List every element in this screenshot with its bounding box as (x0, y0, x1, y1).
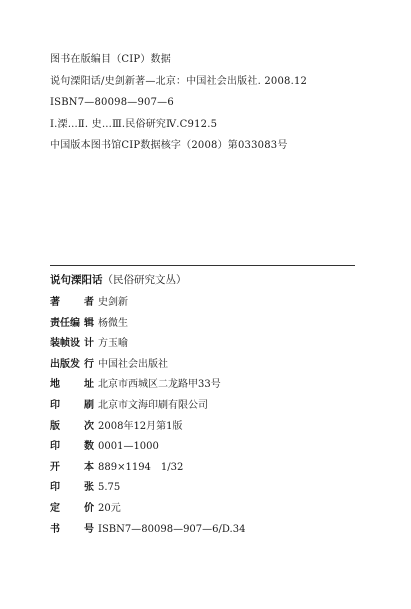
info-row-designer (50, 334, 390, 355)
cip-record-number: 中国版本图书馆CIP数据核字（2008）第033083号 (50, 140, 288, 151)
info-value: 方玉喻 (98, 338, 128, 350)
info-value: 杨微生 (98, 317, 128, 329)
info-row-address (50, 375, 390, 396)
cip-block (50, 49, 390, 157)
info-row-format (50, 458, 390, 479)
info-label: 著 者 (50, 297, 94, 308)
cip-isbn: ISBN7—80098—907—6 (50, 97, 174, 108)
publication-info (50, 271, 390, 540)
info-row-publisher (50, 355, 390, 376)
cip-heading: 图书在版编目（CIP）数据 (50, 54, 171, 65)
info-row-editor (50, 314, 390, 335)
info-value: 中国社会出版社 (98, 358, 168, 370)
info-value: 北京市文海印刷有限公司 (98, 399, 208, 411)
info-row-price (50, 499, 390, 520)
info-label: 书 号 (50, 523, 94, 535)
info-label: 地 址 (50, 379, 94, 391)
info-value: 0001—1000 (98, 441, 159, 453)
info-value: 5.75 (98, 482, 121, 494)
book-title-line (50, 271, 390, 289)
info-row-printer (50, 396, 390, 417)
info-row-print-run (50, 437, 390, 458)
info-row-sheets (50, 478, 390, 499)
cip-classification: Ⅰ.溧…Ⅱ. 史…Ⅲ.民俗研究Ⅳ.C912.5 (50, 118, 218, 130)
info-label: 装帧设 计 (50, 338, 94, 350)
info-value: 史剑新 (98, 297, 128, 308)
info-row-edition (50, 417, 390, 438)
info-value: 889×1194 1/32 (98, 461, 184, 473)
info-label: 责任编 辑 (50, 317, 94, 329)
info-value: 20元 (98, 502, 121, 514)
info-row-author (50, 293, 390, 314)
book-title: 说句溧阳话 (50, 274, 103, 286)
info-label: 印 刷 (50, 399, 94, 411)
info-label: 版 次 (50, 420, 94, 432)
info-label: 印 数 (50, 441, 94, 453)
cip-citation: 说句溧阳话/史剑新著—北京：中国社会出版社. 2008.12 (50, 75, 308, 87)
info-value: 2008年12月第1版 (98, 420, 183, 432)
info-label: 开 本 (50, 461, 94, 473)
info-value: 北京市西城区二龙路甲33号 (98, 379, 221, 391)
divider-line (50, 265, 355, 266)
info-value: ISBN7—80098—907—6/D.34 (98, 523, 246, 535)
info-label: 定 价 (50, 502, 94, 514)
info-row-book-number (50, 520, 390, 541)
info-label: 出版发 行 (50, 358, 94, 370)
info-label: 印 张 (50, 482, 94, 494)
book-series: （民俗研究文丛） (102, 274, 187, 286)
